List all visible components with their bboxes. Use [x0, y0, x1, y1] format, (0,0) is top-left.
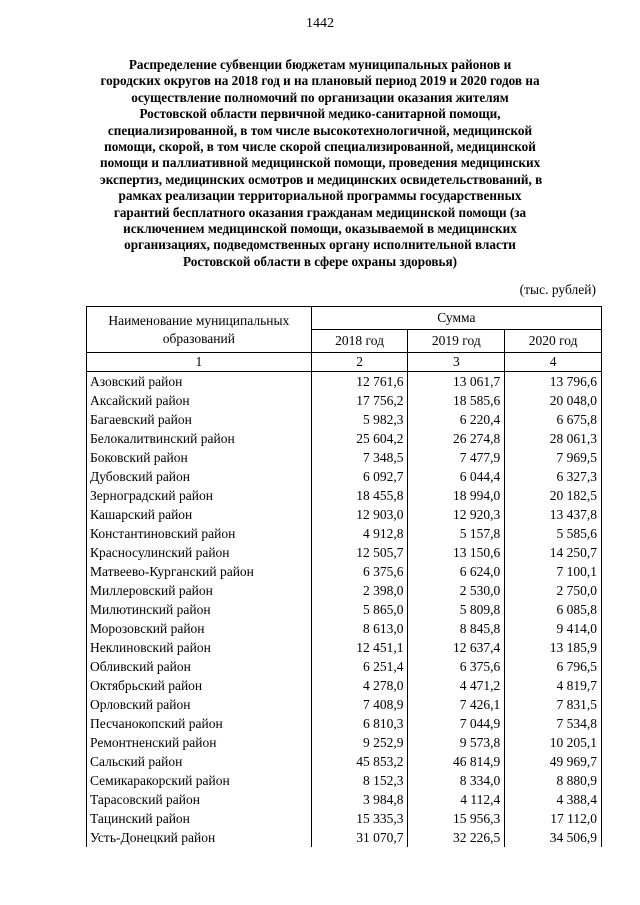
amount-cell: 12 920,3 — [408, 505, 505, 524]
amount-cell: 12 505,7 — [311, 543, 408, 562]
table-row — [87, 733, 602, 752]
table-row — [87, 505, 602, 524]
page-number: 1442 — [306, 16, 334, 31]
amount-cell: 2 530,0 — [408, 581, 505, 600]
amount-cell: 8 880,9 — [505, 771, 602, 790]
district-name: Орловский район — [87, 695, 312, 714]
amount-cell: 14 250,7 — [505, 543, 602, 562]
amount-cell: 15 956,3 — [408, 809, 505, 828]
table-row — [87, 410, 602, 429]
amount-cell: 7 408,9 — [311, 695, 408, 714]
amount-cell: 12 637,4 — [408, 638, 505, 657]
amount-cell: 18 455,8 — [311, 486, 408, 505]
amount-cell: 10 205,1 — [505, 733, 602, 752]
amount-cell: 12 903,0 — [311, 505, 408, 524]
district-name: Дубовский район — [87, 467, 312, 486]
title-line: городских округов на 2018 год и на плановый период 2019 и 2020 годов на — [100, 73, 540, 89]
title-line: осуществление полномочий по организации оказания жителям — [131, 89, 509, 105]
amount-cell: 15 335,3 — [311, 809, 408, 828]
table-row — [87, 809, 602, 828]
amount-cell: 6 085,8 — [505, 600, 602, 619]
amount-cell: 7 044,9 — [408, 714, 505, 733]
title-line: гарантий бесплатного оказания гражданам медицинской помощи (за — [113, 204, 527, 220]
district-name: Обливский район — [87, 657, 312, 676]
district-name: Усть-Донецкий район — [87, 828, 312, 847]
table-row — [87, 771, 602, 790]
amount-cell: 4 112,4 — [408, 790, 505, 809]
amount-cell: 18 994,0 — [408, 486, 505, 505]
amount-cell: 25 604,2 — [311, 429, 408, 448]
amount-cell: 13 150,6 — [408, 543, 505, 562]
amount-cell: 46 814,9 — [408, 752, 505, 771]
amount-cell: 6 796,5 — [505, 657, 602, 676]
district-name: Миллеровский район — [87, 581, 312, 600]
header-year-2020: 2020 год — [505, 330, 602, 353]
header-name: Наименование муниципальных образований — [87, 307, 312, 353]
units-label: (тыс. рублей) — [519, 282, 596, 297]
amount-cell: 28 061,3 — [505, 429, 602, 448]
table-row — [87, 600, 602, 619]
title-line: специализированной, в том числе высокотехнологичной, медицинской — [107, 122, 533, 138]
col-number-4: 4 — [505, 353, 602, 372]
amount-cell: 7 477,9 — [408, 448, 505, 467]
amount-cell: 4 388,4 — [505, 790, 602, 809]
amount-cell: 12 451,1 — [311, 638, 408, 657]
district-name: Песчанокопский район — [87, 714, 312, 733]
table-row — [87, 372, 602, 392]
amount-cell: 7 831,5 — [505, 695, 602, 714]
district-name: Тацинский район — [87, 809, 312, 828]
district-name: Семикаракорский район — [87, 771, 312, 790]
amount-cell: 5 982,3 — [311, 410, 408, 429]
amount-cell: 13 185,9 — [505, 638, 602, 657]
table-row — [87, 619, 602, 638]
district-name: Константиновский район — [87, 524, 312, 543]
table-row — [87, 638, 602, 657]
amount-cell: 8 152,3 — [311, 771, 408, 790]
district-name: Багаевский район — [87, 410, 312, 429]
amount-cell: 6 375,6 — [408, 657, 505, 676]
amount-cell: 9 573,8 — [408, 733, 505, 752]
table-row — [87, 714, 602, 733]
title-line: помощи, скорой, в том числе скорой специализированной, медицинской — [104, 139, 536, 155]
district-name: Азовский район — [87, 372, 312, 392]
amount-cell: 6 624,0 — [408, 562, 505, 581]
district-name: Милютинский район — [87, 600, 312, 619]
table-row — [87, 524, 602, 543]
amount-cell: 9 252,9 — [311, 733, 408, 752]
amount-cell: 6 327,3 — [505, 467, 602, 486]
table-body — [87, 372, 602, 848]
amount-cell: 20 048,0 — [505, 391, 602, 410]
table-row — [87, 429, 602, 448]
amount-cell: 13 437,8 — [505, 505, 602, 524]
col-number-2: 2 — [311, 353, 408, 372]
amount-cell: 2 750,0 — [505, 581, 602, 600]
col-number-1: 1 — [87, 353, 312, 372]
amount-cell: 32 226,5 — [408, 828, 505, 847]
amount-cell: 5 865,0 — [311, 600, 408, 619]
amount-cell: 6 044,4 — [408, 467, 505, 486]
amount-cell: 2 398,0 — [311, 581, 408, 600]
amount-cell: 7 534,8 — [505, 714, 602, 733]
header-year-2018: 2018 год — [311, 330, 408, 353]
amount-cell: 6 092,7 — [311, 467, 408, 486]
table-row — [87, 695, 602, 714]
amount-cell: 7 426,1 — [408, 695, 505, 714]
amount-cell: 9 414,0 — [505, 619, 602, 638]
title-line: Ростовской области первичной медико-санитарной помощи, — [139, 106, 501, 122]
amount-cell: 4 819,7 — [505, 676, 602, 695]
amount-cell: 49 969,7 — [505, 752, 602, 771]
table-row — [87, 828, 602, 847]
table-row — [87, 657, 602, 676]
table-row — [87, 391, 602, 410]
amount-cell: 4 278,0 — [311, 676, 408, 695]
title-line: помощи и паллиативной медицинской помощи, проведения медицинских — [100, 155, 541, 171]
amount-cell: 13 796,6 — [505, 372, 602, 392]
amount-cell: 6 251,4 — [311, 657, 408, 676]
amount-cell: 7 348,5 — [311, 448, 408, 467]
district-name: Морозовский район — [87, 619, 312, 638]
amount-cell: 3 984,8 — [311, 790, 408, 809]
header-year-2019: 2019 год — [408, 330, 505, 353]
district-name: Октябрьский район — [87, 676, 312, 695]
table-row — [87, 581, 602, 600]
amount-cell: 45 853,2 — [311, 752, 408, 771]
amount-cell: 5 809,8 — [408, 600, 505, 619]
amount-cell: 6 220,4 — [408, 410, 505, 429]
district-name: Зерноградский район — [87, 486, 312, 505]
title-line: исключением медицинской помощи, оказываемой в медицинских — [123, 221, 517, 237]
amount-cell: 20 182,5 — [505, 486, 602, 505]
amount-cell: 17 756,2 — [311, 391, 408, 410]
title-line: Ростовской области в сфере охраны здоровья) — [183, 253, 457, 269]
amount-cell: 6 375,6 — [311, 562, 408, 581]
district-name: Красносулинский район — [87, 543, 312, 562]
amount-cell: 5 157,8 — [408, 524, 505, 543]
amount-cell: 4 912,8 — [311, 524, 408, 543]
district-name: Тарасовский район — [87, 790, 312, 809]
document-title — [100, 57, 543, 270]
amount-cell: 6 675,8 — [505, 410, 602, 429]
district-name: Боковский район — [87, 448, 312, 467]
amount-cell: 7 100,1 — [505, 562, 602, 581]
subvention-table — [86, 306, 602, 847]
amount-cell: 8 845,8 — [408, 619, 505, 638]
amount-cell: 18 585,6 — [408, 391, 505, 410]
table-row — [87, 448, 602, 467]
district-name: Сальский район — [87, 752, 312, 771]
amount-cell: 13 061,7 — [408, 372, 505, 392]
amount-cell: 17 112,0 — [505, 809, 602, 828]
col-number-3: 3 — [408, 353, 505, 372]
table-row — [87, 562, 602, 581]
district-name: Неклиновский район — [87, 638, 312, 657]
table-row — [87, 676, 602, 695]
district-name: Кашарский район — [87, 505, 312, 524]
title-line: Распределение субвенции бюджетам муниципальных районов и — [128, 57, 512, 72]
header-sum: Сумма — [311, 307, 601, 330]
table-row — [87, 467, 602, 486]
amount-cell: 4 471,2 — [408, 676, 505, 695]
title-line: экспертиз, медицинских осмотров и медицинских освидетельствований, в — [100, 171, 543, 187]
amount-cell: 5 585,6 — [505, 524, 602, 543]
district-name: Белокалитвинский район — [87, 429, 312, 448]
amount-cell: 7 969,5 — [505, 448, 602, 467]
amount-cell: 8 334,0 — [408, 771, 505, 790]
amount-cell: 6 810,3 — [311, 714, 408, 733]
table-row — [87, 486, 602, 505]
amount-cell: 8 613,0 — [311, 619, 408, 638]
district-name: Ремонтненский район — [87, 733, 312, 752]
table-row — [87, 543, 602, 562]
district-name: Матвеево-Курганский район — [87, 562, 312, 581]
title-line: рамках реализации территориальной программы государственных — [118, 188, 522, 204]
district-name: Аксайский район — [87, 391, 312, 410]
amount-cell: 26 274,8 — [408, 429, 505, 448]
table-row — [87, 752, 602, 771]
amount-cell: 34 506,9 — [505, 828, 602, 847]
title-line: организациях, подведомственных органу исполнительной власти — [124, 237, 516, 253]
amount-cell: 12 761,6 — [311, 372, 408, 392]
amount-cell: 31 070,7 — [311, 828, 408, 847]
table-row — [87, 790, 602, 809]
